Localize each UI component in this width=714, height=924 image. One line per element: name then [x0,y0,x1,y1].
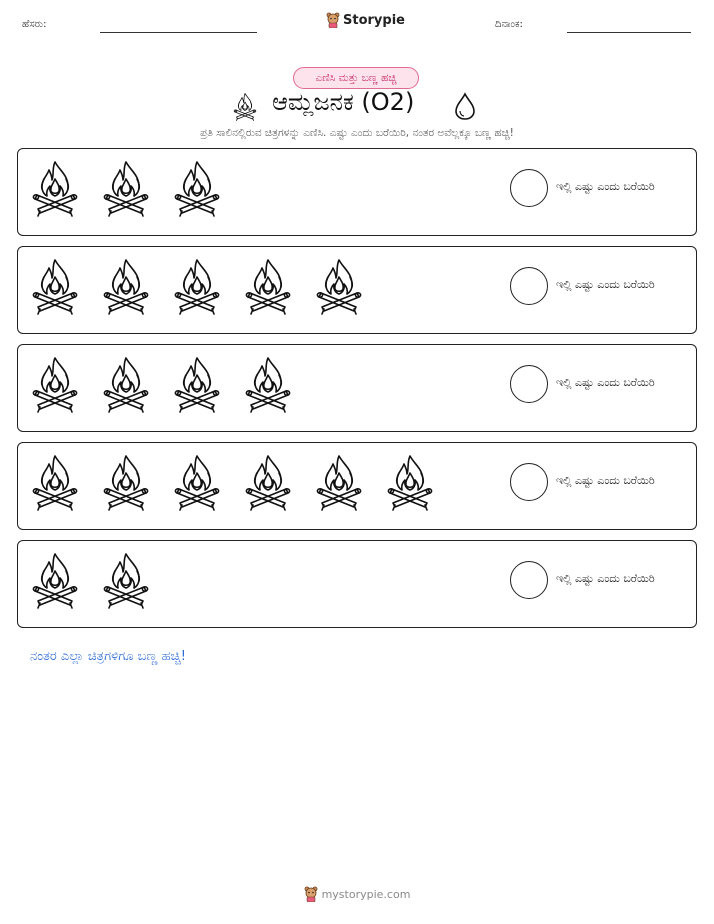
campfire-icon[interactable] [30,453,80,513]
campfire-icon[interactable] [30,257,80,317]
campfire-icon[interactable] [30,159,80,219]
counting-rows [17,148,697,638]
title-row [0,88,714,124]
activity-badge: ಎಣಿಸಿ ಮತ್ತು ಬಣ್ಣ ಹಚ್ಚಿ [293,67,419,89]
write-count-label: ಇಲ್ಲಿ ಎಷ್ಟು ಎಂದು ಬರೆಯಿರಿ [556,572,655,585]
brand-name: Storypie [343,12,405,28]
campfire-group [30,257,364,323]
campfire-icon[interactable] [101,551,151,611]
site-url: mystorypie.com [321,887,411,901]
campfire-icon[interactable] [172,159,222,219]
answer-circle[interactable] [510,365,548,403]
campfire-icon[interactable] [172,453,222,513]
footer-note: ನಂತರ ಎಲ್ಲಾ ಚಿತ್ರಗಳಿಗೂ ಬಣ್ಣ ಹಚ್ಚಿ! [30,649,186,664]
campfire-icon[interactable] [314,257,364,317]
answer-circle[interactable] [510,267,548,305]
name-label: ಹೆಸರು: [22,19,47,30]
write-count-label: ಇಲ್ಲಿ ಎಷ್ಟು ಎಂದು ಬರೆಯಿರಿ [556,278,655,291]
instructions: ಪ್ರತಿ ಸಾಲಿನಲ್ಲಿರುವ ಚಿತ್ರಗಳನ್ನು ಎಣಿಸಿ. ಎಷ್ಟು ಎಂದು ಬರೆಯಿರಿ, ನಂತರ ಅವೆಲ್ಲಕ್ಕೂ ಬಣ್ಣ ಹಚ್ಚಿ! [200,127,514,139]
campfire-icon[interactable] [385,453,435,513]
campfire-group [30,355,293,421]
campfire-group [30,453,435,519]
campfire-icon[interactable] [30,551,80,611]
page-title: ಆಮ್ಲಜನಕ (O2) [272,88,415,116]
campfire-icon[interactable] [314,453,364,513]
counting-row [17,442,697,530]
campfire-icon[interactable] [243,355,293,415]
bear-mascot-icon [326,12,340,28]
answer-circle[interactable] [510,463,548,501]
name-line[interactable] [100,32,257,33]
counting-row [17,344,697,432]
campfire-icon [232,92,258,122]
counting-row [17,246,697,334]
campfire-icon[interactable] [172,355,222,415]
campfire-group [30,551,151,617]
worksheet-header [0,10,714,40]
campfire-icon[interactable] [243,453,293,513]
date-line[interactable] [567,32,691,33]
campfire-icon[interactable] [172,257,222,317]
campfire-icon[interactable] [101,355,151,415]
answer-circle[interactable] [510,561,548,599]
counting-row [17,540,697,628]
drop-icon [454,92,476,120]
bear-mascot-icon [304,886,318,902]
campfire-icon[interactable] [30,355,80,415]
date-label: ದಿನಾಂಕ: [495,19,523,30]
campfire-icon[interactable] [101,159,151,219]
campfire-group [30,159,222,225]
campfire-icon[interactable] [101,453,151,513]
answer-circle[interactable] [510,169,548,207]
counting-row [17,148,697,236]
write-count-label: ಇಲ್ಲಿ ಎಷ್ಟು ಎಂದು ಬರೆಯಿರಿ [556,376,655,389]
write-count-label: ಇಲ್ಲಿ ಎಷ್ಟು ಎಂದು ಬರೆಯಿರಿ [556,180,655,193]
write-count-label: ಇಲ್ಲಿ ಎಷ್ಟು ಎಂದು ಬರೆಯಿರಿ [556,474,655,487]
campfire-icon[interactable] [243,257,293,317]
campfire-icon[interactable] [101,257,151,317]
brand-logo [326,12,405,28]
site-footer [0,886,714,902]
